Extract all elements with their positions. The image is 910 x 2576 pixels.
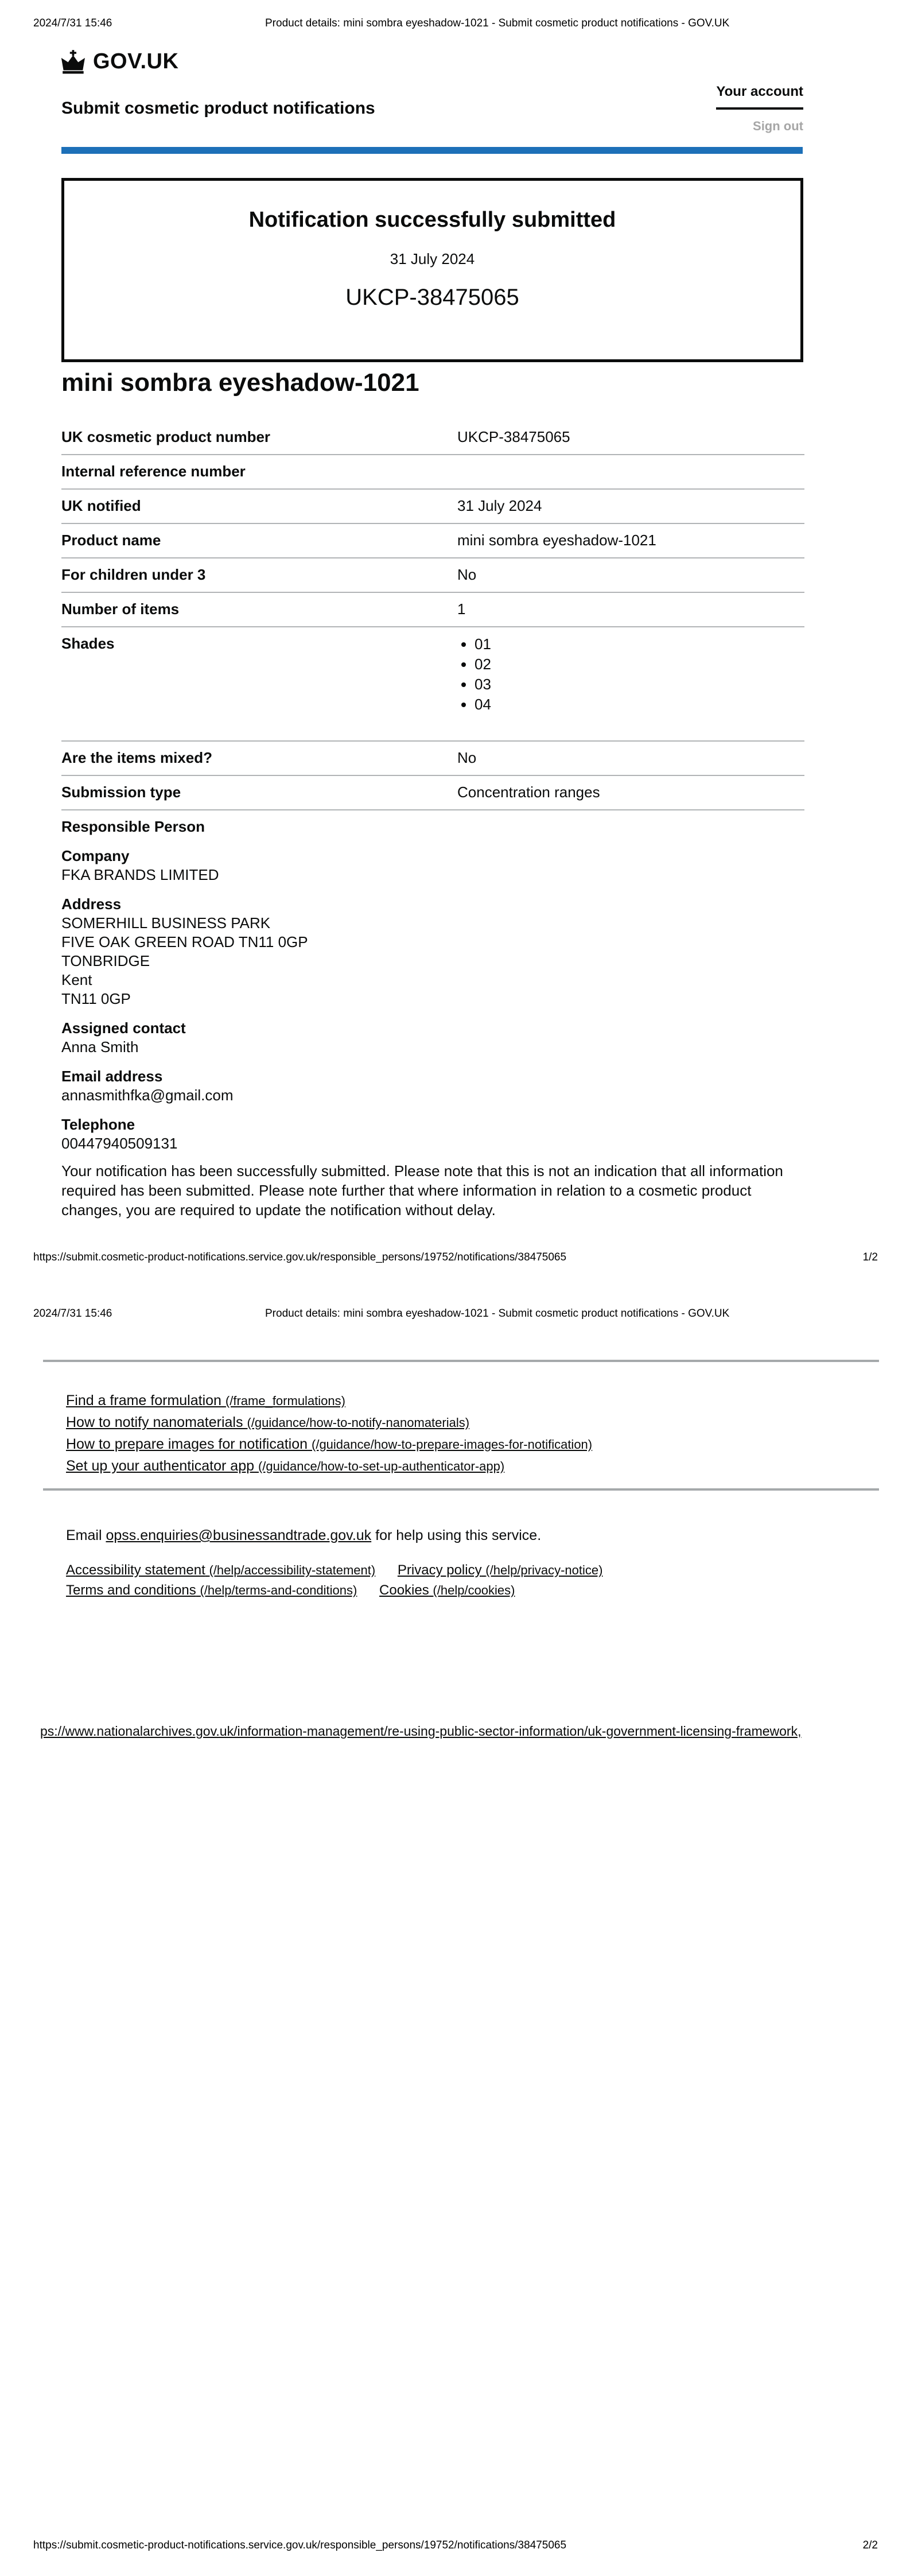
table-row [61,558,804,593]
row-value: No [457,749,477,766]
table-row [61,455,804,490]
email-value: annasmithfka@gmail.com [61,1087,234,1104]
help-email-line [66,1527,541,1544]
address-line: Kent [61,971,92,988]
row-value: 31 July 2024 [457,497,542,514]
link-href: (/guidance/how-to-prepare-images-for-notification) [312,1437,593,1452]
row-label: Are the items mixed? [61,749,212,766]
row-label: Internal reference number [61,463,246,480]
print-page-number: 1/2 [862,1251,878,1263]
link-href: (/help/privacy-notice) [485,1563,603,1577]
shades-list-cell [457,634,804,715]
terms-and-conditions-link[interactable] [66,1582,357,1598]
link-href: (/help/terms-and-conditions) [200,1583,357,1597]
row-label: UK cosmetic product number [61,428,271,445]
govuk-logo-text: GOV.UK [93,49,179,73]
accessibility-statement-link[interactable] [66,1562,375,1578]
related-links [66,1392,592,1480]
responsible-person-section [61,817,808,1220]
address-line: TONBRIDGE [61,952,150,969]
responsible-person-heading: Responsible Person [61,818,205,835]
link-label: Set up your authenticator app [66,1458,255,1474]
address-line: FIVE OAK GREEN ROAD TN11 0GP [61,933,308,951]
table-row [61,421,804,455]
service-name: Submit cosmetic product notifications [61,99,375,118]
header-blue-bar [61,147,803,154]
section-divider [43,1488,879,1491]
crown-icon [60,50,86,74]
help-suffix: for help using this service. [371,1527,542,1543]
row-label: For children under 3 [61,566,206,583]
link-href: (/guidance/how-to-set-up-authenticator-app) [258,1459,505,1473]
print-footer-url: https://submit.cosmetic-product-notifications.service.gov.uk/responsible_persons/19752/notifications/38475065 [33,2539,567,2551]
row-label: Number of items [61,600,180,618]
table-row [61,524,804,558]
panel-date: 31 July 2024 [390,250,475,267]
open-government-licence-link[interactable]: ps://www.nationalarchives.gov.uk/information-management/re-using-public-sector-information/uk-government-licensing-framework, [40,1724,802,1739]
telephone-label: Telephone [61,1116,135,1133]
section-divider [43,1360,879,1362]
account-nav [631,84,803,134]
product-summary-table [61,421,804,810]
print-timestamp: 2024/7/31 15:46 [33,1308,112,1320]
print-timestamp: 2024/7/31 15:46 [33,17,112,29]
row-label: Product name [61,532,161,549]
telephone-value: 00447940509131 [61,1135,178,1152]
link-label: Find a frame formulation [66,1392,221,1409]
shade-item: • 03 [475,674,804,695]
link-label: Terms and conditions [66,1582,196,1598]
print-doc-title: Product details: mini sombra eyeshadow-1021 - Submit cosmetic product notifications - GOV.UK [265,17,730,29]
row-value: UKCP-38475065 [457,428,570,445]
link-notify-nanomaterials[interactable] [66,1414,592,1431]
row-value: No [457,566,477,583]
help-prefix: Email [66,1527,106,1543]
link-href: (/frame_formulations) [225,1394,345,1408]
govuk-logo [60,49,178,74]
email-label: Email address [61,1068,163,1085]
assigned-contact-value: Anna Smith [61,1038,139,1056]
row-value: Concentration ranges [457,783,600,801]
link-label: Cookies [379,1582,429,1598]
table-row [61,490,804,524]
table-row [61,776,804,810]
your-account-link[interactable]: Your account [716,84,803,110]
privacy-policy-link[interactable] [398,1562,603,1578]
print-footer-url: https://submit.cosmetic-product-notifications.service.gov.uk/responsible_persons/19752/notifications/38475065 [33,1251,567,1263]
link-href: (/help/accessibility-statement) [209,1563,376,1577]
link-frame-formulation[interactable] [66,1392,592,1409]
sign-out-link[interactable]: Sign out [753,119,803,133]
print-doc-title: Product details: mini sombra eyeshadow-1021 - Submit cosmetic product notifications - GOV.UK [265,1308,730,1320]
shades-list [457,634,804,715]
help-email-link[interactable]: opss.enquiries@businessandtrade.gov.uk [106,1527,372,1543]
shade-item: • 04 [475,695,804,715]
page2-print-footer [33,2539,878,2552]
confirmation-panel [61,178,803,362]
print-page-number: 2/2 [862,2539,878,2551]
address-line: TN11 0GP [61,990,131,1007]
footer-links-row [66,1560,812,1580]
shade-item: • 02 [475,654,804,674]
link-href: (/guidance/how-to-notify-nanomaterials) [247,1415,470,1430]
link-label: How to prepare images for notification [66,1436,308,1452]
link-label: How to notify nanomaterials [66,1414,243,1430]
footer-links [66,1560,812,1600]
assigned-contact-label: Assigned contact [61,1019,186,1037]
link-label: Privacy policy [397,1562,482,1578]
row-label: Submission type [61,783,181,801]
panel-reference-number: UKCP-38475065 [345,285,519,310]
row-label: Shades [61,635,115,652]
table-row-shades [61,627,804,742]
cookies-link[interactable] [379,1582,515,1598]
footer-links-row [66,1580,812,1600]
shade-item: • 01 [475,634,804,654]
link-href: (/help/cookies) [433,1583,515,1597]
row-value: mini sombra eyeshadow-1021 [457,532,656,549]
link-label: Accessibility statement [66,1562,205,1578]
table-row [61,593,804,627]
table-row [61,742,804,776]
company-label: Company [61,847,130,864]
panel-title: Notification successfully submitted [248,208,616,232]
link-authenticator-app[interactable] [66,1458,592,1475]
page1-print-footer [33,1251,878,1264]
address-label: Address [61,895,122,913]
row-value: 1 [457,600,466,618]
row-label: UK notified [61,497,141,514]
submission-disclaimer: Your notification has been successfully submitted. Please note that this is not an indication that all information required has been submitted. Please note further that where information in relation to a cosmetic product changes, you are required to update the notification without delay. [61,1162,783,1219]
company-value: FKA BRANDS LIMITED [61,866,219,883]
product-heading: mini sombra eyeshadow-1021 [61,368,419,397]
row-value [457,462,804,481]
address-line: SOMERHILL BUSINESS PARK [61,914,271,932]
link-prepare-images[interactable] [66,1436,592,1453]
